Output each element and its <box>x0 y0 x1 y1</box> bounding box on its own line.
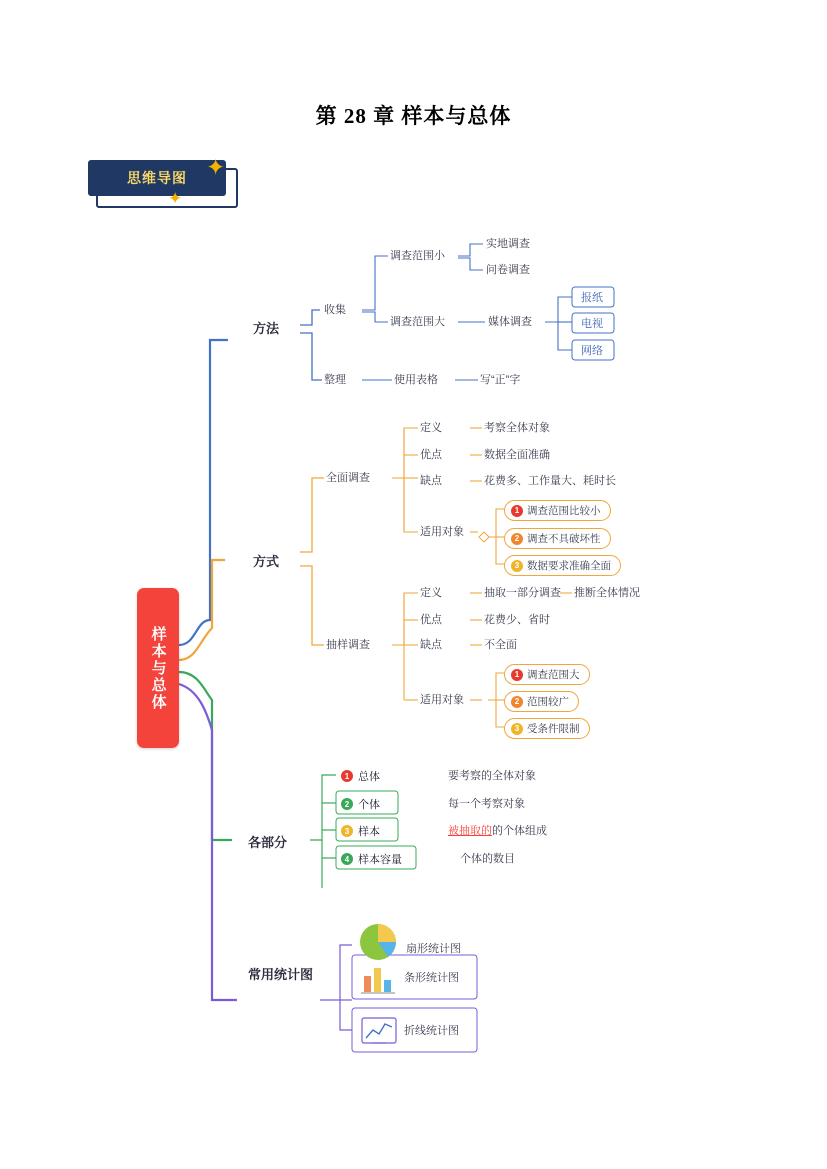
node-full-advantage-value[interactable]: 数据全面准确 <box>484 449 550 461</box>
branch-label-charts[interactable]: 常用统计图 <box>248 967 314 982</box>
node-part-3[interactable] <box>341 823 380 839</box>
node-collect[interactable]: 收集 <box>324 304 346 316</box>
node-full-definition-key[interactable]: 定义 <box>420 422 442 434</box>
node-part-3-desc[interactable] <box>448 824 547 838</box>
node-part-4-desc[interactable]: 个体的数目 <box>460 853 515 865</box>
branch-label-mode[interactable]: 方式 <box>253 554 280 569</box>
node-media-internet[interactable]: 网络 <box>581 345 603 357</box>
node-sample-definition-value2[interactable]: 推断全体情况 <box>574 587 640 599</box>
node-sample-applicable-2[interactable] <box>504 691 579 712</box>
node-sample-survey[interactable]: 抽样调查 <box>326 639 370 651</box>
line-chart-icon <box>358 1014 400 1048</box>
node-part-4[interactable] <box>341 851 402 867</box>
node-part-1-desc[interactable]: 要考察的全体对象 <box>448 770 536 782</box>
node-chart-bar-label[interactable]: 条形统计图 <box>404 972 459 984</box>
node-sample-applicable-3-label: 受条件限制 <box>527 723 580 735</box>
page-title: 第 28 章 样本与总体 <box>315 104 512 128</box>
node-questionnaire[interactable]: 问卷调查 <box>486 264 530 276</box>
node-full-applicable-key[interactable]: 适用对象 <box>420 526 464 538</box>
node-media-newspaper[interactable]: 报纸 <box>581 292 603 304</box>
pie-chart-icon <box>356 920 402 964</box>
bullet-number-icon: 1 <box>511 505 523 517</box>
node-sample-applicable-2-label: 范围较广 <box>527 696 569 708</box>
bullet-number-icon: 3 <box>511 560 523 572</box>
node-part-1[interactable] <box>341 768 380 784</box>
node-full-applicable-1[interactable] <box>504 500 611 521</box>
node-part-2-term: 个体 <box>358 799 380 811</box>
bullet-number-icon: 4 <box>341 853 353 865</box>
node-full-applicable-2[interactable] <box>504 528 611 549</box>
node-full-drawback-key[interactable]: 缺点 <box>420 475 442 487</box>
node-full-drawback-value[interactable]: 花费多、工作量大、耗时长 <box>484 475 616 487</box>
node-large-scope[interactable]: 调查范围大 <box>390 316 445 328</box>
node-media-survey[interactable]: 媒体调查 <box>488 316 532 328</box>
root-node[interactable] <box>137 588 179 748</box>
node-sample-definition-key[interactable]: 定义 <box>420 587 442 599</box>
branch-label-parts[interactable]: 各部分 <box>248 835 288 850</box>
root-node-label: 样本与总体 <box>149 625 167 711</box>
node-sample-applicable-key[interactable]: 适用对象 <box>420 694 464 706</box>
bar-chart-icon <box>358 962 398 996</box>
bullet-number-icon: 1 <box>511 669 523 681</box>
node-full-applicable-3[interactable] <box>504 555 621 576</box>
node-part-3-desc-text: 的个体组成 <box>492 825 547 837</box>
node-part-3-term: 样本 <box>358 826 380 838</box>
node-sample-applicable-1[interactable] <box>504 664 590 685</box>
node-full-applicable-1-label: 调查范围比较小 <box>527 505 601 517</box>
node-sort[interactable]: 整理 <box>324 374 346 386</box>
node-write-zheng[interactable]: 写“正”字 <box>480 374 521 386</box>
node-sample-definition-value[interactable]: 抽取一部分调查 <box>484 587 561 599</box>
node-full-applicable-3-label: 数据要求准确全面 <box>527 560 611 572</box>
node-sample-applicable-3[interactable] <box>504 718 590 739</box>
node-part-1-term: 总体 <box>358 771 380 783</box>
node-part-3-highlight: 被抽取的 <box>448 825 492 837</box>
node-use-table[interactable]: 使用表格 <box>394 374 438 386</box>
sparkle-icon: ✦ <box>206 154 226 180</box>
badge-label: 思维导图 <box>127 170 187 186</box>
node-sample-advantage-key[interactable]: 优点 <box>420 614 442 626</box>
bullet-number-icon: 1 <box>341 770 353 782</box>
node-full-definition-value[interactable]: 考察全体对象 <box>484 422 550 434</box>
node-sample-drawback-key[interactable]: 缺点 <box>420 639 442 651</box>
node-sample-drawback-value[interactable]: 不全面 <box>484 639 517 651</box>
node-full-applicable-2-label: 调查不具破坏性 <box>527 533 601 545</box>
bullet-number-icon: 2 <box>511 696 523 708</box>
node-chart-pie-label[interactable]: 扇形统计图 <box>406 943 461 955</box>
node-part-2-desc[interactable]: 每一个考察对象 <box>448 798 525 810</box>
bullet-number-icon: 2 <box>511 533 523 545</box>
node-full-advantage-key[interactable]: 优点 <box>420 449 442 461</box>
mindmap-badge <box>88 154 238 208</box>
node-media-tv[interactable]: 电视 <box>581 318 603 330</box>
bullet-number-icon: 3 <box>341 825 353 837</box>
branch-label-method[interactable]: 方法 <box>253 321 280 336</box>
node-sample-advantage-value[interactable]: 花费少、省时 <box>484 614 550 626</box>
node-field-survey[interactable]: 实地调查 <box>486 238 530 250</box>
node-small-scope[interactable]: 调查范围小 <box>390 250 445 262</box>
node-part-2[interactable] <box>341 796 380 812</box>
sparkle-icon: ✦ <box>168 189 183 208</box>
node-sample-applicable-1-label: 调查范围大 <box>527 669 580 681</box>
node-chart-line-label[interactable]: 折线统计图 <box>404 1025 459 1037</box>
node-part-4-term: 样本容量 <box>358 854 402 866</box>
bullet-number-icon: 2 <box>341 798 353 810</box>
node-full-survey[interactable]: 全面调查 <box>326 472 370 484</box>
bullet-number-icon: 3 <box>511 723 523 735</box>
